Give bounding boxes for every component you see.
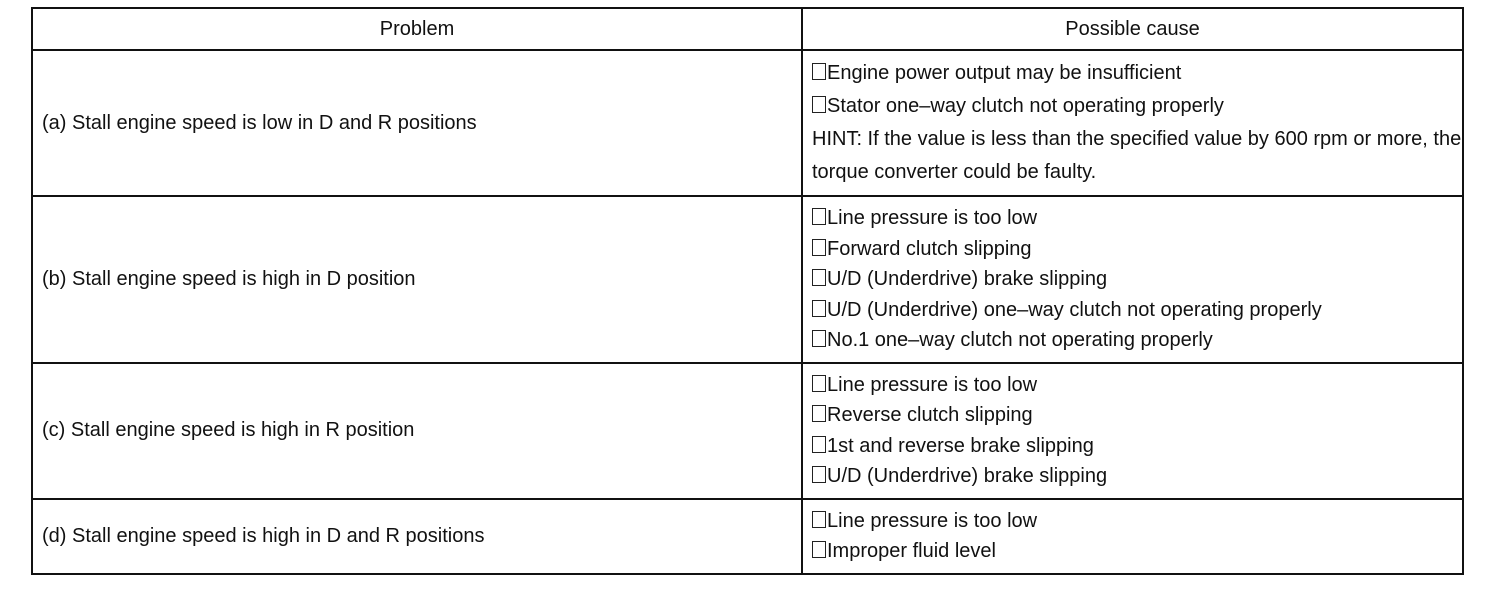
checkbox-icon: [812, 405, 826, 422]
header-row: [32, 8, 1463, 50]
checkbox-icon: [812, 96, 826, 113]
checkbox-icon: [812, 239, 826, 256]
cause-item: No.1 one–way clutch not operating properly: [812, 325, 1462, 356]
checkbox-icon: [812, 330, 826, 347]
cause-item: U/D (Underdrive) brake slipping: [812, 461, 1462, 492]
cause-item: Line pressure is too low: [812, 203, 1462, 234]
table-row: [32, 50, 1463, 196]
header-problem: Problem: [32, 8, 802, 50]
checkbox-icon: [812, 269, 826, 286]
diagnosis-table: [31, 7, 1464, 575]
checkbox-icon: [812, 541, 826, 558]
checkbox-icon: [812, 208, 826, 225]
cause-cell: [802, 196, 1463, 363]
table-row: [32, 499, 1463, 574]
cause-item: Forward clutch slipping: [812, 234, 1462, 265]
table-row: [32, 196, 1463, 363]
cause-cell: [802, 50, 1463, 196]
checkbox-icon: [812, 466, 826, 483]
checkbox-icon: [812, 511, 826, 528]
cause-item: U/D (Underdrive) brake slipping: [812, 264, 1462, 295]
checkbox-icon: [812, 63, 826, 80]
header-possible-cause: Possible cause: [802, 8, 1463, 50]
cause-item: Improper fluid level: [812, 536, 1462, 567]
cause-item: Line pressure is too low: [812, 506, 1462, 537]
cause-item: U/D (Underdrive) one–way clutch not operating properly: [812, 295, 1462, 326]
cause-item: Engine power output may be insufficient: [812, 57, 1462, 90]
checkbox-icon: [812, 300, 826, 317]
problem-cell: (a) Stall engine speed is low in D and R positions: [32, 50, 802, 196]
checkbox-icon: [812, 375, 826, 392]
cause-item: 1st and reverse brake slipping: [812, 431, 1462, 462]
cause-item: Reverse clutch slipping: [812, 400, 1462, 431]
cause-item: Line pressure is too low: [812, 370, 1462, 401]
hint-text: HINT: If the value is less than the specified value by 600 rpm or more, the torque converter could be faulty.: [812, 128, 1462, 183]
problem-cell: (b) Stall engine speed is high in D position: [32, 196, 802, 363]
table-row: [32, 363, 1463, 499]
cause-item: Stator one–way clutch not operating properly: [812, 90, 1462, 123]
checkbox-icon: [812, 436, 826, 453]
cause-cell: [802, 499, 1463, 574]
problem-cell: (d) Stall engine speed is high in D and R positions: [32, 499, 802, 574]
problem-cell: (c) Stall engine speed is high in R position: [32, 363, 802, 499]
cause-cell: [802, 363, 1463, 499]
